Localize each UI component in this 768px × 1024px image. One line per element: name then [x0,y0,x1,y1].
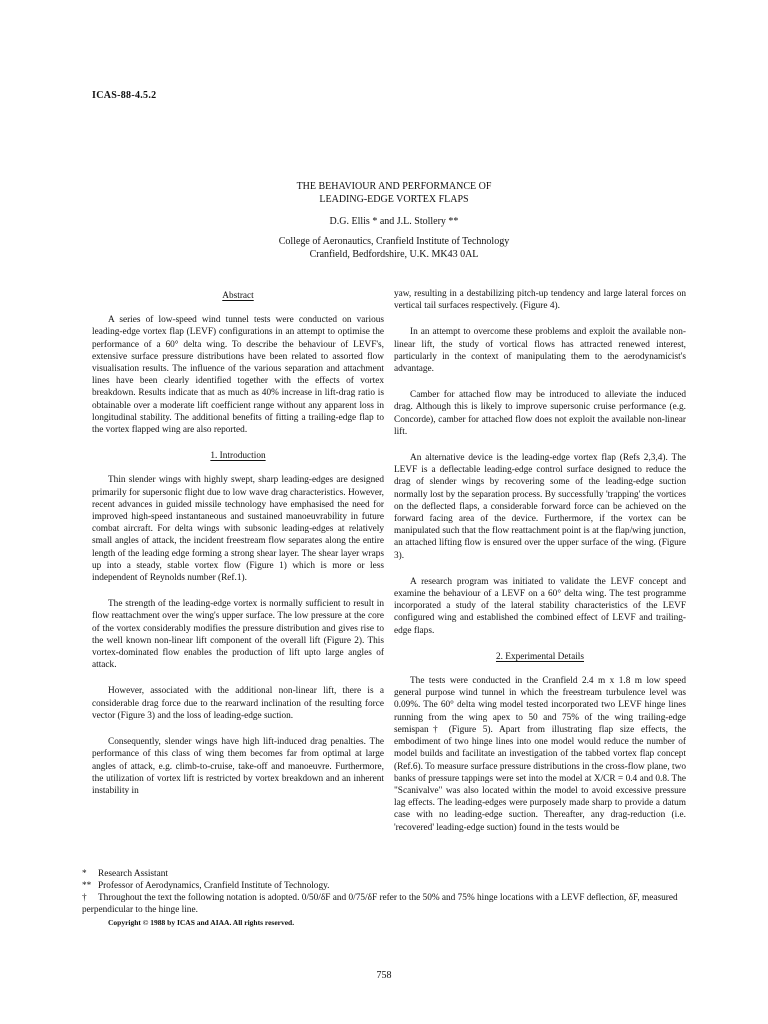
paper-title-line-2: LEADING-EDGE VORTEX FLAPS [319,194,469,205]
affiliation-line-2: Cranfield, Bedfordshire, U.K. MK43 0AL [309,249,479,260]
right-column [394,288,686,848]
abstract-text: A series of low-speed wind tunnel tests were conducted on various leading-edge vortex flap (LEVF) configurations in an attempt to optimise the performance of a 60° delta wing. To describe the behaviour of LEVF's, extensive surface pressure distributions have been related to assorted flow visualisation results. The influence of the various separation and attachment lines have been clearly identified together with the effects of vortex breakdown. Results indicate that as much as 40% increase in lift-drag ratio is obtainable over a moderate lift coefficient range without any apparent loss in longitudinal stability. The additional benefits of fitting a trailing-edge flap to the vortex flapped wing are also reported. [92,315,384,436]
copyright-notice: Copyright © 1988 by ICAS and AIAA. All rights reserved. [108,918,295,927]
intro-paragraph-3: However, associated with the additional non-linear lift, there is a considerable drag force due to the rearward inclination of the resulting force vector (Figure 3) and the loss of leading-edge suction. [92,686,384,721]
footnote-2 [82,880,682,892]
experimental-paragraph-1: The tests were conducted in the Cranfield 2.4 m x 1.8 m low speed general purpose wind tunnel in which the freestream turbulence level was 0.09%. The 60° delta wing model tested incorporated two LEVF hinge lines running from the wing apex to 50 and 75% of the wing trailing-edge semispan† (Figure 5). Apart from illustrating flap size effects, the embodiment of two hinge lines into one model would reduce the number of model builds and facilitate an investigation of the tabbed vortex flap concept (Ref.6). To measure surface pressure distributions in the cross-flow plane, two banks of pressure tappings were set into the model at X/CR = 0.4 and 0.8. The "Scanivalve" was also located within the model to avoid excessive pressure lag effects. The leading-edges were purposely made sharp to provide a datum case with no leading-edge suction. Thereafter, any drag-reduction (i.e. 'recovered' leading-edge suction) found in the tests would be [394,676,686,833]
footnote-3-text: Throughout the text the following notation is adopted. 0/50/δF and 0/75/δF refer to the 50% and 75% hinge locations with a LEVF deflection, δF, measured perpendicular to the hinge line. [82,893,678,915]
footnote-1 [82,868,682,880]
footnote-2-text: Professor of Aerodynamics, Cranfield Institute of Technology. [98,881,330,891]
right-paragraph-1: yaw, resulting in a destabilizing pitch-up tendency and large lateral forces on vertical tail surfaces respectively. (Figure 4). [394,289,686,312]
footnote-1-mark: * [82,869,87,879]
right-paragraph-3: Camber for attached flow may be introduced to alleviate the induced drag. Although this is likely to improve supersonic cruise performance (e.g. Concorde), camber for attached flow does not exploit the available non-linear lift. [394,390,686,437]
footnote-2-mark: ** [82,881,92,891]
title-block [200,180,588,261]
right-paragraph-2: In an attempt to overcome these problems and exploit the available non-linear lift, the study of vortical flows has attracted renewed interest, particularly in the context of manipulating them to the aerodynamicist's advantage. [394,327,686,375]
authors: D.G. Ellis * and J.L. Stollery ** [329,216,459,227]
footnote-3 [82,892,682,916]
footnotes [82,868,682,929]
experimental-details-heading: 2. Experimental Details [495,651,585,662]
intro-paragraph-2: The strength of the leading-edge vortex is normally sufficient to result in flow reattachment over the wing's upper surface. The low pressure at the core of the vortex considerably modifies the pressure distribution and gives rise to the well known non-linear lift component of the overall lift (Figure 2). This vortex-dominated flow enables the production of lift upto large angles of attack. [92,599,384,671]
intro-paragraph-4: Consequently, slender wings have high lift-induced drag penalties. The performance of this class of wing them becomes far from optimal at large angles of attack, e.g. climb-to-cruise, take-off and manoeuvre. Furthermore, the utilization of vortex lift is restricted by vortex breakdown and an inherent instability in [92,737,384,796]
abstract-heading: Abstract [222,291,254,301]
intro-paragraph-1: Thin slender wings with highly swept, sharp leading-edges are designed primarily for supersonic flight due to low wave drag characteristics. However, recent advances in guided missile technology have emphasised the need for improved high-speed instantaneous and sustained manoeuvrability in future combat aircraft. For delta wings with subsonic leading-edges at relatively small angles of attack, the incident freestream flow separates along the entire length of the leading edge forming a strong shear layer. The shear layer wraps up into a steady, stable vortex flow (Figure 1) which is more or less independent of Reynolds number (Ref.1). [92,475,384,584]
affiliation-line-1: College of Aeronautics, Cranfield Institute of Technology [278,236,510,247]
left-column [92,288,384,811]
right-paragraph-5: A research program was initiated to validate the LEVF concept and examine the behaviour of a LEVF on a 60° delta wing. The test programme incorporated a study of the lateral stability characteristics of the LEVF configured wing and established the combined effect of LEVF and trailing-edge flaps. [394,576,686,636]
introduction-heading: 1. Introduction [210,451,266,462]
paper-title-line-1: THE BEHAVIOUR AND PERFORMANCE OF [296,181,492,192]
right-paragraph-4: An alternative device is the leading-edge vortex flap (Refs 2,3,4). The LEVF is a deflectable leading-edge control surface designed to reduce the drag of slender wings by recovering some of the leading-edge suction normally lost by the separation process. By successfully 'trapping' the vortices on the deflected flaps, a considerable forward force can be achieved on the forward facing area of the device. Furthermore, if the vortex can be manipulated such that the flow reattachment point is at the flap/wing junction, an attached lifting flow is ensured over the upper surface of the wing. (Figure 3). [394,453,686,561]
footnote-3-mark: † [82,893,87,903]
page-number: 758 [376,970,392,981]
footnote-1-text: Research Assistant [98,869,168,879]
paper-id: ICAS-88-4.5.2 [92,90,157,101]
